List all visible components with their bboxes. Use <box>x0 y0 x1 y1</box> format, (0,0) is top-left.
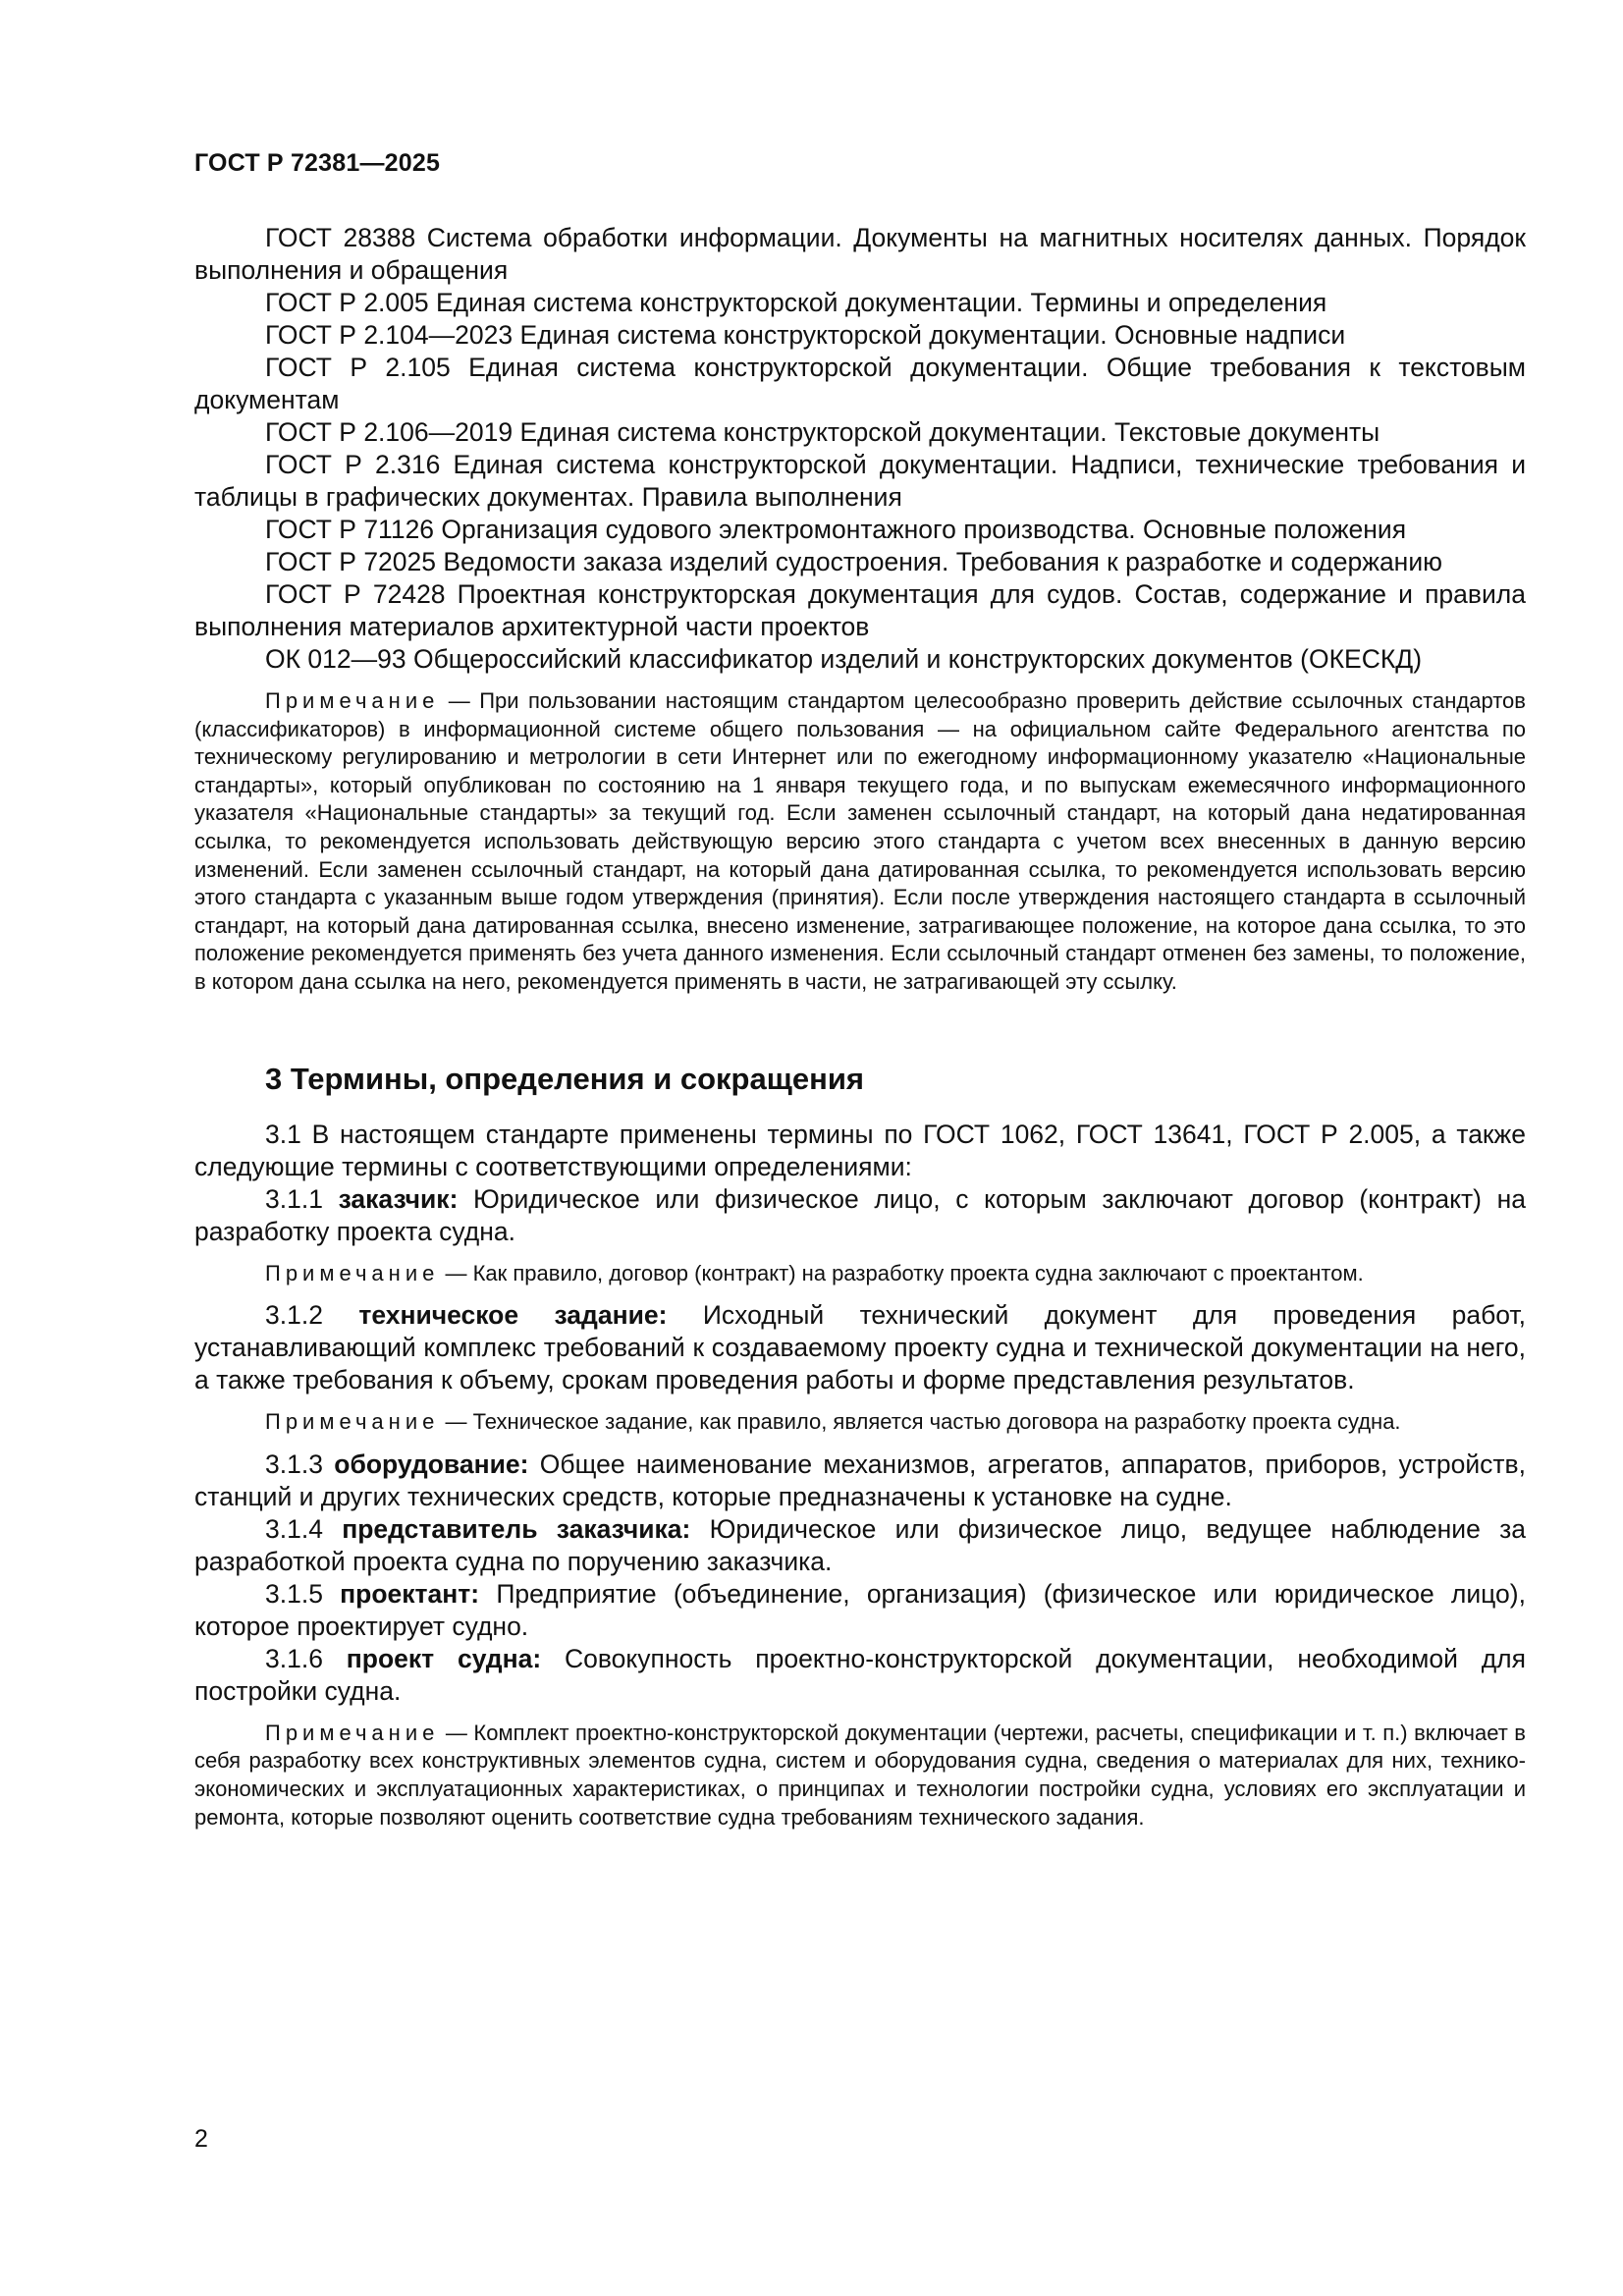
term-entry <box>194 1449 1526 1513</box>
term-number: 3.1.5 <box>265 1578 323 1609</box>
term-number: 3.1.4 <box>265 1513 323 1544</box>
term-definition: Общее наименование механизмов, агрегатов, аппаратов, приборов, устройств, станций и других технических средств, которые предназначены к установке на судне. <box>194 1449 1527 1511</box>
term-number: 3.1.3 <box>265 1449 323 1479</box>
note-label: Примечание <box>265 688 440 713</box>
term-name: техническое задание: <box>358 1300 668 1331</box>
normative-references-list <box>194 222 1526 676</box>
term-definition: Юридическое или физическое лицо, с которым заключают договор (контракт) на разработку проекта судна. <box>194 1183 1526 1246</box>
term-definition: Исходный технический документ для проведения работ, устанавливающий комплекс требований к создаваемому проекту судна и технической документации на него, а также требования к объему, срокам проведения работы и форме представления результатов. <box>194 1300 1526 1395</box>
note-dash: — <box>445 1720 467 1745</box>
document-header: ГОСТ Р 72381—2025 <box>194 149 441 177</box>
reference-item: ГОСТ Р 2.105 Единая система конструкторской документации. Общие требования к текстовым документам <box>194 353 1526 414</box>
term-number: 3.1.2 <box>265 1300 323 1331</box>
reference-item: ГОСТ Р 72025 Ведомости заказа изделий судостроения. Требования к разработке и содержанию <box>265 547 1442 576</box>
reference-item: ГОСТ 28388 Система обработки информации. Документы на магнитных носителях данных. Порядок выполнения и обращения <box>194 223 1526 285</box>
term-entry <box>194 1578 1526 1643</box>
term-name: оборудование: <box>334 1449 529 1479</box>
term-entry <box>194 1513 1526 1578</box>
note-text: Как правило, договор (контракт) на разработку проекта судна заключают с проектантом. <box>472 1260 1364 1285</box>
note-label: Примечание <box>265 1720 440 1745</box>
term-note <box>194 1720 1526 1831</box>
section-title: 3 Термины, определения и сокращения <box>265 1061 864 1096</box>
term-definition: Предприятие (объединение, организация) (физическое или юридическое лицо), которое проектирует судно. <box>194 1578 1526 1641</box>
term-entry <box>194 1643 1526 1708</box>
term-number: 3.1.1 <box>265 1183 323 1214</box>
reference-item: ГОСТ Р 2.104—2023 Единая система конструкторской документации. Основные надписи <box>265 320 1346 350</box>
reference-item: ГОСТ Р 72428 Проектная конструкторская документация для судов. Состав, содержание и правила выполнения материалов архитектурной части проектов <box>194 579 1526 641</box>
term-note <box>194 1260 1526 1288</box>
note-label: Примечание <box>265 1260 440 1285</box>
page-content <box>194 222 1526 1831</box>
note-dash: — <box>445 1409 467 1435</box>
term-entry <box>194 1299 1526 1396</box>
term-name: проектант: <box>340 1578 480 1609</box>
term-number: 3.1.6 <box>265 1643 323 1673</box>
term-definition: Совокупность проектно-конструкторской документации, необходимой для постройки судна. <box>194 1643 1526 1706</box>
note-dash: — <box>445 1260 467 1285</box>
note-text: Комплект проектно-конструкторской документации (чертежи, расчеты, спецификации и т. п.) включает в себя разработку всех конструктивных элементов судна, систем и оборудования судна, сведения о материалах для них, технико-экономических и эксплуатационных характеристиках, о принципах и технологии постройки судна, условиях его эксплуатации и ремонта, которые позволяют оценить соответствие судна требованиям технического задания. <box>194 1720 1526 1830</box>
references-note <box>194 687 1526 997</box>
reference-item: ГОСТ Р 2.106—2019 Единая система конструкторской документации. Текстовые документы <box>265 417 1380 447</box>
note-text: При пользовании настоящим стандартом целесообразно проверить действие ссылочных стандартов (классификаторов) в информационной системе общего пользования — на официальном сайте Федерального агентства по техническому регулированию и метрологии в сети Интернет или по ежегодному информационному указателю «Национальные стандарты», который опубликован по состоянию на 1 января текущего года, и по выпускам ежемесячного информационного указателя «Национальные стандарты» за текущий год. Если заменен ссылочный стандарт, на который дана недатированная ссылка, то рекомендуется использовать действующую версию этого стандарта с учетом всех внесенных в данную версию изменений. Если заменен ссылочный стандарт, на который дана датированная ссылка, то рекомендуется использовать версию этого стандарта с указанным выше годом утверждения (принятия). Если после утверждения настоящего стандарта в ссылочный стандарт, на который дана датированная ссылка, внесено изменение, затрагивающее положение, на которое дана ссылка, то это положение рекомендуется применять без учета данного изменения. Если ссылочный стандарт отменен без замены, то положение, в котором дана ссылка на него, рекомендуется применять в части, не затрагивающей эту ссылку. <box>194 688 1526 994</box>
note-label: Примечание <box>265 1409 440 1435</box>
term-definition: Юридическое или физическое лицо, ведущее наблюдение за разработкой проекта судна по поручению заказчика. <box>194 1513 1526 1576</box>
reference-item: ОК 012—93 Общероссийский классификатор изделий и конструкторских документов (ОКЕСКД) <box>265 644 1423 674</box>
term-note <box>194 1408 1526 1437</box>
term-entry <box>194 1183 1526 1248</box>
note-dash: — <box>448 688 470 713</box>
section-intro: 3.1 В настоящем стандарте применены термины по ГОСТ 1062, ГОСТ 13641, ГОСТ Р 2.005, а также следующие термины с соответствующими определениями: <box>194 1119 1526 1181</box>
reference-item: ГОСТ Р 2.005 Единая система конструкторской документации. Термины и определения <box>265 288 1327 317</box>
note-text: Техническое задание, как правило, является частью договора на разработку проекта судна. <box>472 1409 1401 1435</box>
reference-item: ГОСТ Р 2.316 Единая система конструкторской документации. Надписи, технические требования и таблицы в графических документах. Правила выполнения <box>194 450 1526 512</box>
term-name: проект судна: <box>346 1643 542 1673</box>
page-number: 2 <box>194 2125 208 2153</box>
term-name: представитель заказчика: <box>342 1513 691 1544</box>
term-name: заказчик: <box>338 1183 459 1214</box>
reference-item: ГОСТ Р 71126 Организация судового электромонтажного производства. Основные положения <box>265 515 1407 544</box>
